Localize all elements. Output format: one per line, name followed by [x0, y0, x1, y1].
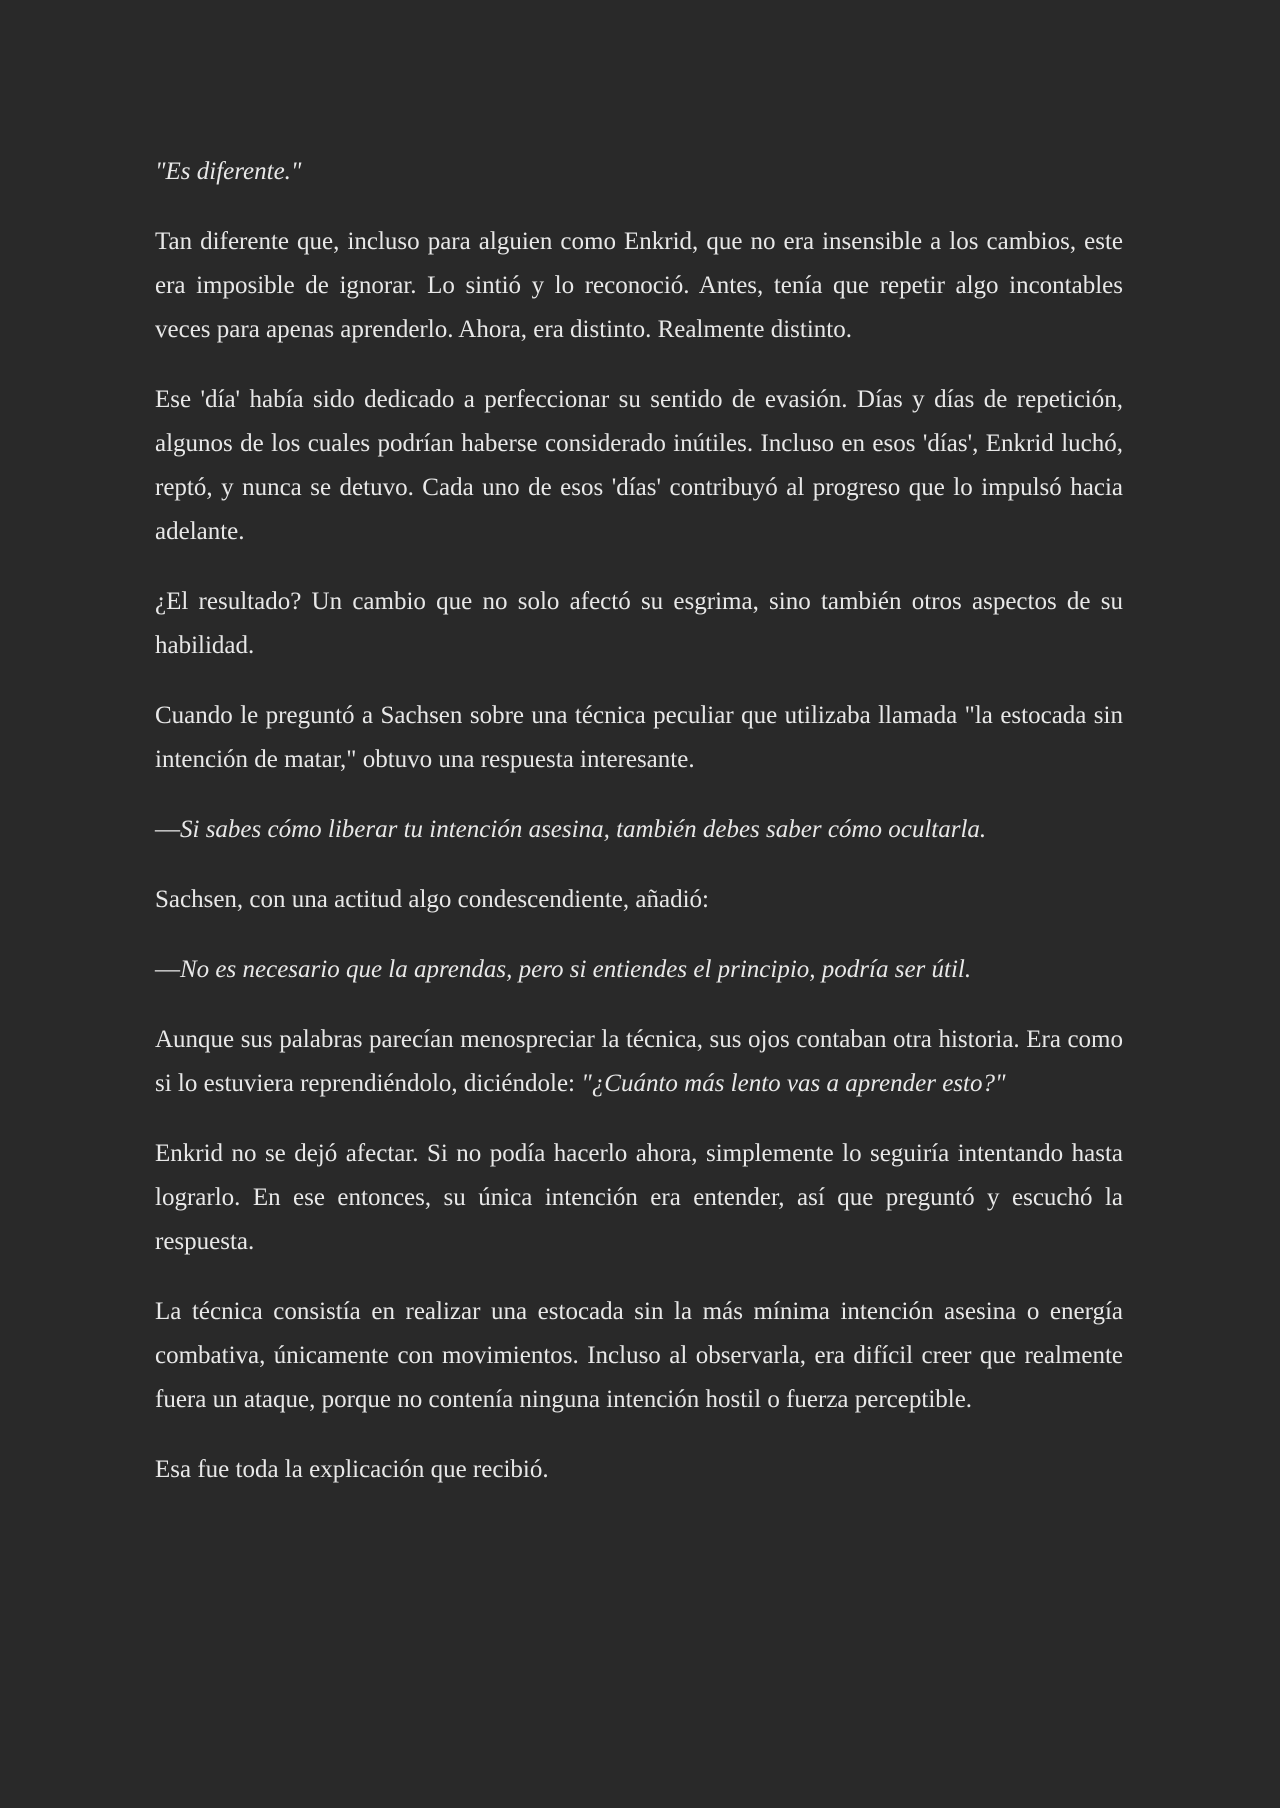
paragraph: [155, 1018, 1123, 1106]
document-body: [155, 150, 1123, 1518]
dialogue-text: Si sabes cómo liberar tu intención asesina, también debes saber cómo ocultarla.: [180, 816, 987, 843]
paragraph-dialogue: [155, 948, 1123, 992]
paragraph: Cuando le preguntó a Sachsen sobre una técnica peculiar que utilizaba llamada "la estocada sin intención de matar," obtuvo una respuesta interesante.: [155, 702, 1123, 773]
paragraph: Sachsen, con una actitud algo condescendiente, añadió:: [155, 886, 709, 913]
paragraph-dialogue: [155, 808, 1123, 852]
dialogue-text: No es necesario que la aprendas, pero si entiendes el principio, podría ser útil.: [180, 956, 972, 983]
paragraph: ¿El resultado? Un cambio que no solo afectó su esgrima, sino también otros aspectos de su habilidad.: [155, 588, 1123, 659]
paragraph: La técnica consistía en realizar una estocada sin la más mínima intención asesina o energía combativa, únicamente con movimientos. Incluso al observarla, era difícil creer que realmente fuera un ataque, porque no contenía ninguna intención hostil o fuerza perceptible.: [155, 1298, 1123, 1413]
paragraph-text: Aunque sus palabras parecían menospreciar la técnica, sus ojos contaban otra historia. Era como si lo estuviera reprendiéndolo, diciéndole:: [155, 1026, 1123, 1097]
em-dash: —: [155, 956, 180, 983]
paragraph: Tan diferente que, incluso para alguien como Enkrid, que no era insensible a los cambios, este era imposible de ignorar. Lo sintió y lo reconoció. Antes, tenía que repetir algo incontables veces para apenas aprenderlo. Ahora, era distinto. Realmente distinto.: [155, 228, 1123, 343]
paragraph: Enkrid no se dejó afectar. Si no podía hacerlo ahora, simplemente lo seguiría intentando hasta lograrlo. En ese entonces, su única intención era entender, así que preguntó y escuchó la respuesta.: [155, 1140, 1123, 1255]
em-dash: —: [155, 816, 180, 843]
paragraph: Esa fue toda la explicación que recibió.: [155, 1456, 549, 1483]
italic-thought: "¿Cuánto más lento vas a aprender esto?": [581, 1070, 1006, 1097]
paragraph-quote: "Es diferente.": [155, 158, 302, 185]
paragraph: Ese 'día' había sido dedicado a perfeccionar su sentido de evasión. Días y días de repetición, algunos de los cuales podrían haberse considerado inútiles. Incluso en esos 'días', Enkrid luchó, reptó, y nunca se detuvo. Cada uno de esos 'días' contribuyó al progreso que lo impulsó hacia adelante.: [155, 386, 1123, 545]
